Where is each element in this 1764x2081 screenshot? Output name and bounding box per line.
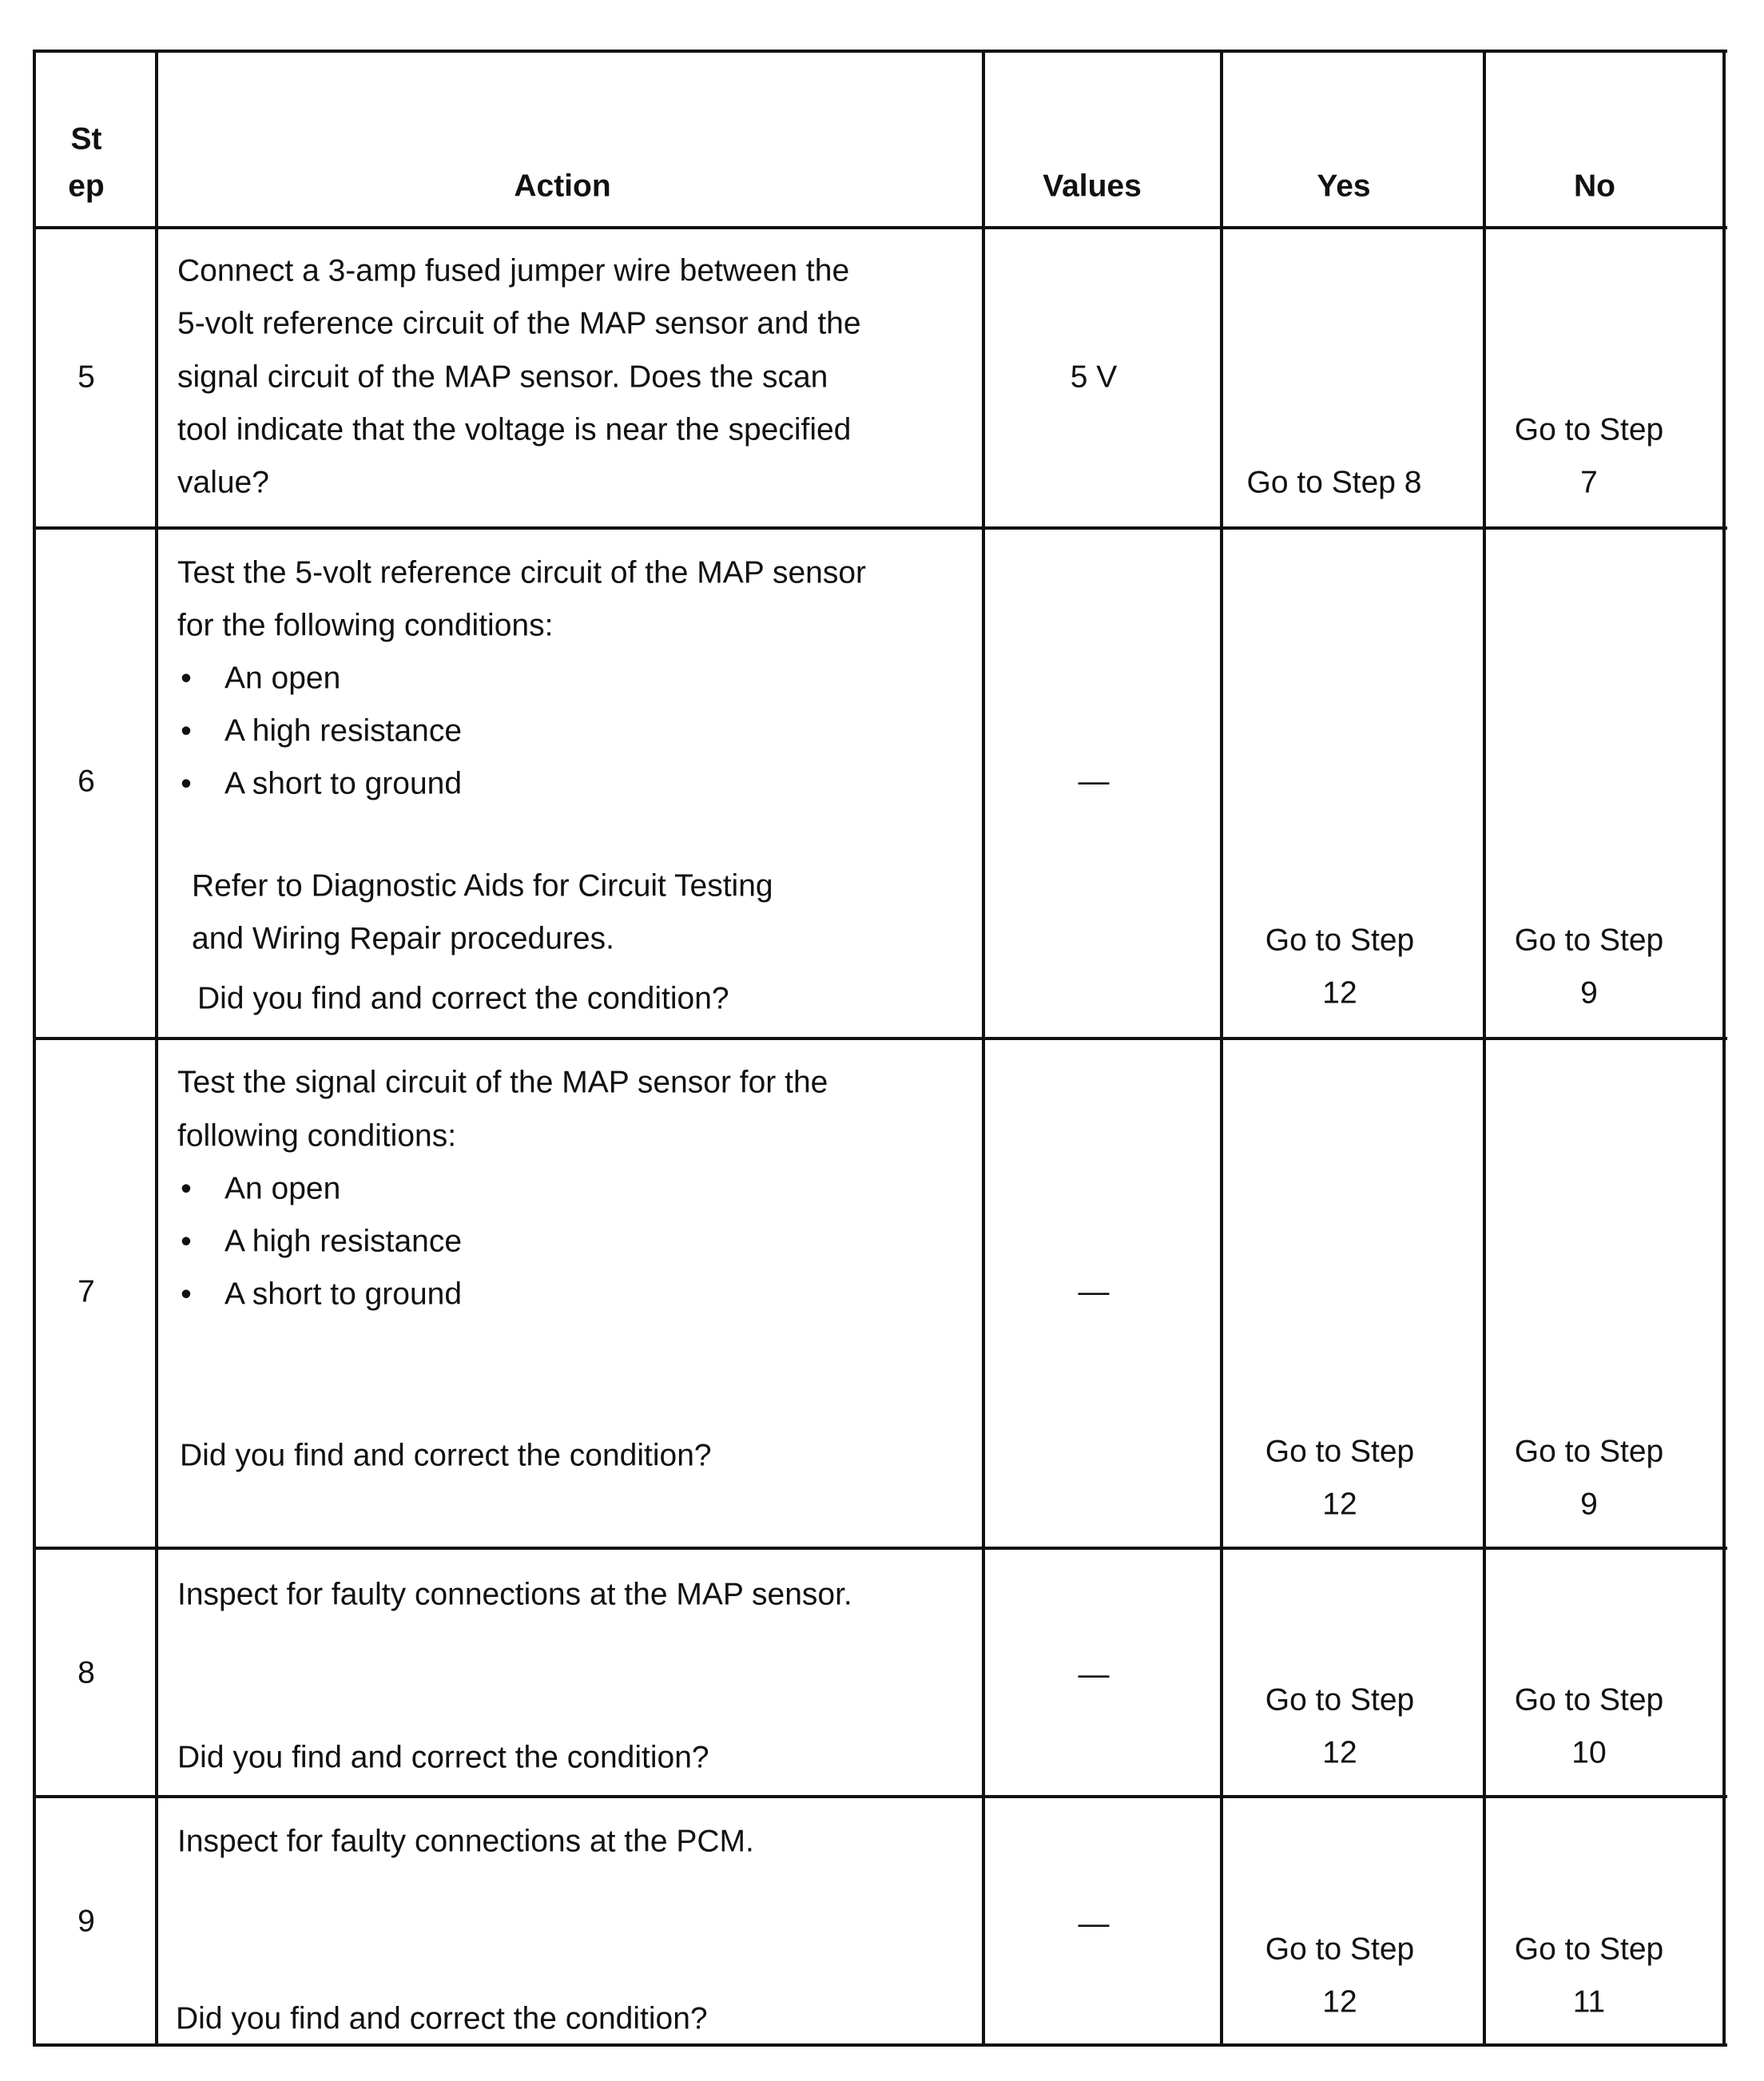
yes-go-to-step: 12 [1322, 1984, 1357, 2019]
action-bullet: An open [224, 1171, 341, 1206]
action-bullet: A short to ground [224, 1277, 463, 1312]
no-go-to-step: 10 [1571, 1735, 1607, 1770]
action-note: Did you find and correct the condition? [180, 1438, 712, 1473]
action-text: Inspect for faulty connections at the PCM. [177, 1824, 754, 1859]
yes-go-to-step: Go to Step [1265, 923, 1415, 958]
bullet-icon: • [181, 1277, 192, 1312]
no-go-to-step: 7 [1580, 465, 1598, 500]
row-divider [33, 2043, 1727, 2047]
no-go-to-step: Go to Step [1514, 923, 1664, 958]
no-go-to-step: 9 [1580, 975, 1598, 1011]
step-number: 5 [77, 359, 95, 395]
row-divider [33, 1037, 1727, 1040]
header-step-line1: St [70, 121, 102, 157]
column-divider [1722, 50, 1726, 2047]
value-cell: — [1078, 1906, 1110, 1941]
step-number: 9 [77, 1904, 95, 1939]
step-number: 6 [77, 764, 95, 799]
header-yes: Yes [1317, 169, 1371, 204]
action-bullet: An open [224, 661, 341, 696]
action-note: Refer to Diagnostic Aids for Circuit Testing [192, 868, 773, 903]
column-divider [155, 50, 158, 2047]
action-text: 5-volt reference circuit of the MAP sensor and the [177, 306, 861, 341]
row-divider [33, 50, 1727, 53]
no-go-to-step: 9 [1580, 1487, 1598, 1522]
action-note: and Wiring Repair procedures. [192, 921, 614, 956]
action-bullet: A high resistance [224, 1224, 463, 1259]
yes-go-to-step: Go to Step [1265, 1682, 1415, 1718]
action-text: Test the signal circuit of the MAP sensor for the [177, 1065, 828, 1100]
action-text: following conditions: [177, 1118, 457, 1154]
row-divider [33, 526, 1727, 530]
action-text: Connect a 3-amp fused jumper wire between the [177, 253, 850, 288]
yes-go-to-step: Go to Step [1265, 1434, 1415, 1469]
no-go-to-step: Go to Step [1514, 1932, 1664, 1967]
value-cell: 5 V [1070, 359, 1118, 395]
action-bullet: A high resistance [224, 713, 463, 749]
no-go-to-step: Go to Step [1514, 412, 1664, 447]
no-go-to-step: Go to Step [1514, 1434, 1664, 1469]
yes-go-to-step: Go to Step [1265, 1932, 1415, 1967]
yes-go-to-step: 12 [1322, 975, 1357, 1011]
column-divider [33, 50, 36, 2047]
yes-go-to-step: 12 [1322, 1735, 1357, 1770]
value-cell: — [1078, 1657, 1110, 1692]
column-divider [982, 50, 985, 2047]
row-divider [33, 226, 1727, 229]
action-text: value? [177, 465, 269, 500]
bullet-icon: • [181, 713, 192, 749]
action-text: Test the 5-volt reference circuit of the MAP sensor [177, 555, 866, 590]
action-text: tool indicate that the voltage is near the specified [177, 412, 852, 447]
column-divider [1483, 50, 1486, 2047]
action-note: Did you find and correct the condition? [197, 981, 729, 1016]
no-go-to-step: 11 [1572, 1984, 1606, 2019]
action-text: for the following conditions: [177, 608, 554, 643]
action-note: Did you find and correct the condition? [177, 1740, 709, 1775]
yes-go-to-step: Go to Step 8 [1246, 465, 1422, 500]
header-values: Values [1043, 169, 1142, 204]
header-no: No [1574, 169, 1615, 204]
bullet-icon: • [181, 661, 192, 696]
yes-go-to-step: 12 [1322, 1487, 1357, 1522]
bullet-icon: • [181, 1224, 192, 1259]
action-note: Did you find and correct the condition? [176, 2001, 708, 2036]
value-cell: — [1078, 1274, 1110, 1309]
no-go-to-step: Go to Step [1514, 1682, 1664, 1718]
column-divider [1220, 50, 1223, 2047]
step-number: 8 [77, 1655, 95, 1690]
action-bullet: A short to ground [224, 766, 463, 801]
row-divider [33, 1795, 1727, 1798]
bullet-icon: • [181, 766, 192, 801]
bullet-icon: • [181, 1171, 192, 1206]
row-divider [33, 1547, 1727, 1550]
action-text: Inspect for faulty connections at the MAP sensor. [177, 1577, 852, 1612]
value-cell: — [1078, 764, 1110, 799]
step-number: 7 [77, 1274, 95, 1309]
header-action: Action [514, 169, 611, 204]
header-step-line2: ep [68, 169, 105, 204]
action-text: signal circuit of the MAP sensor. Does the scan [177, 359, 828, 395]
